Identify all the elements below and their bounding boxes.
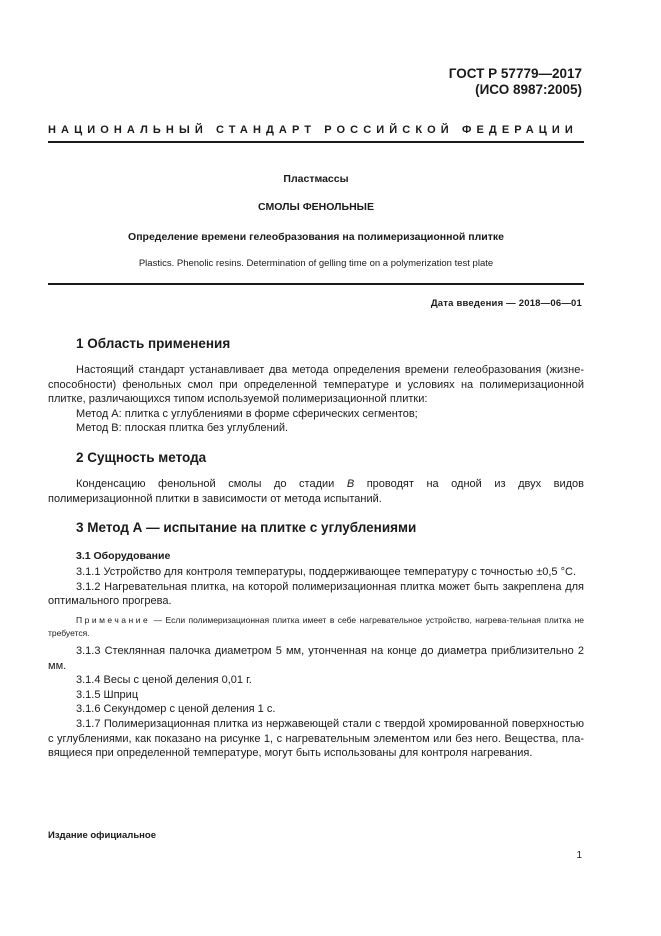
title-rule bbox=[48, 283, 584, 285]
note-block bbox=[48, 614, 584, 640]
note-paragraph bbox=[48, 614, 584, 640]
item-3-1-6: 3.1.6 Секундомер с ценой деления 1 с. bbox=[76, 703, 276, 716]
section-2-body bbox=[48, 477, 584, 506]
subject-title: Пластмассы bbox=[283, 173, 349, 185]
section-3-items-a bbox=[48, 565, 584, 609]
item-3-1-2: 3.1.2 Нагревательная плитка, на которой полимеризационная плитка может быть закреплена для оптимального прогрева. bbox=[48, 580, 584, 608]
standard-code-gost: ГОСТ Р 57779—2017 bbox=[448, 66, 582, 81]
item-3-1-4: 3.1.4 Весы с ценой деления 0,01 г. bbox=[76, 674, 252, 687]
section-1-heading: 1 Область применения bbox=[76, 336, 231, 351]
item-3-1-3: 3.1.3 Стеклянная палочка диаметром 5 мм, утонченная на конце до диаметра приблизительно 2 мм. bbox=[48, 645, 584, 672]
standard-code-iso: (ИСО 8987:2005) bbox=[475, 82, 582, 97]
official-edition-label: Издание официальное bbox=[48, 830, 156, 841]
page-number: 1 bbox=[576, 850, 582, 861]
subsection-3-1-heading: 3.1 Оборудование bbox=[76, 550, 171, 562]
english-title: Plastics. Phenolic resins. Determination of gelling time on a polymerization test plate bbox=[138, 258, 494, 269]
main-title: СМОЛЫ ФЕНОЛЬНЫЕ bbox=[258, 201, 374, 213]
section-1-body bbox=[48, 363, 584, 436]
standard-code bbox=[449, 66, 582, 98]
item-3-1-1: 3.1.1 Устройство для контроля температуры, поддерживающее температуру с точностью ±0,5 °С. bbox=[76, 566, 576, 578]
stage-b-italic: B bbox=[346, 478, 355, 490]
note-text: — Если полимеризационная плитка имеет в себе нагревательное устройство, нагрева-тельная плитка не требуется. bbox=[48, 615, 584, 638]
section-1-paragraph: Настоящий стандарт устанавливает два метода определения времени гелеобразования (жизне-способности) фенольных смол при определенной температуре и условиях на полимеризационной плитке, различающихся типом используемой полимеризационной плитки: bbox=[48, 364, 584, 406]
subtitle: Определение времени гелеобразования на полимеризационной плитке bbox=[128, 231, 504, 243]
method-a-line: Метод А: плитка с углублениями в форме сферических сегментов; bbox=[76, 407, 418, 420]
national-standard-title: НАЦИОНАЛЬНЫЙ СТАНДАРТ РОССИЙСКОЙ ФЕДЕРАЦИИ bbox=[48, 124, 578, 136]
section-2-heading: 2 Сущность метода bbox=[76, 450, 207, 465]
introduction-date: Дата введения — 2018—06—01 bbox=[430, 298, 582, 309]
section-2-paragraph bbox=[48, 477, 584, 506]
method-b-line: Метод В: плоская плитка без углублений. bbox=[76, 422, 289, 435]
item-3-1-7: 3.1.7 Полимеризационная плитка из нержавеющей стали с твердой хромированной поверхностью с углублениями, как показано на рисунке 1, с нагревательным элементом или без него. Вещества, пла-вящиеся при определенной температуре, могут быть использованы для контроля нагревания. bbox=[48, 717, 584, 760]
section-2-text-post: проводят на одной из двух видов полимеризационной плитки в зависимости от метода испытаний. bbox=[48, 478, 584, 505]
section-2-text-pre: Конденсацию фенольной смолы до стадии bbox=[76, 478, 347, 490]
section-3-heading: 3 Метод А — испытание на плитке с углублениями bbox=[76, 520, 417, 535]
section-3-items-b bbox=[48, 644, 584, 761]
note-label: Примечание bbox=[76, 615, 151, 625]
top-rule bbox=[48, 141, 584, 143]
item-3-1-5: 3.1.5 Шприц bbox=[76, 688, 139, 701]
